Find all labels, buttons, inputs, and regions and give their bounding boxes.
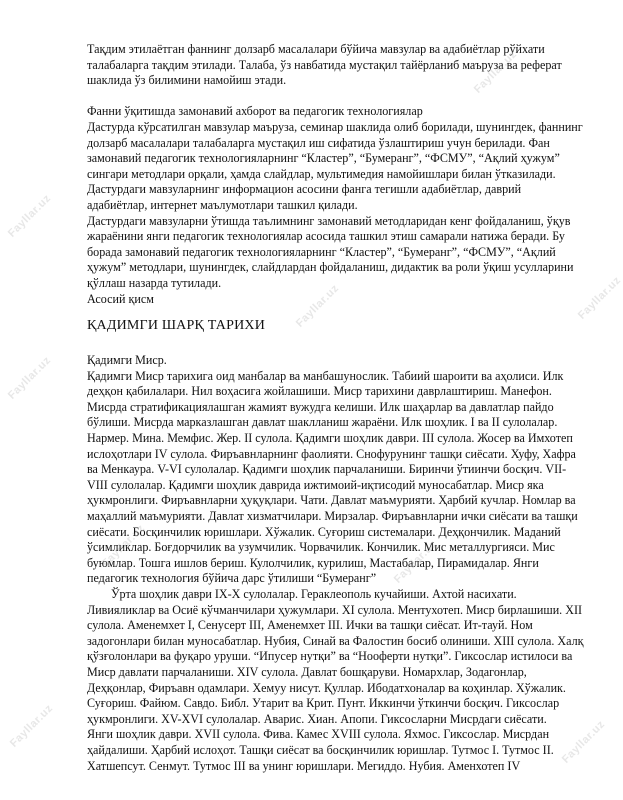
watermark: Fayllar.uz (5, 192, 54, 240)
egypt-paragraph-1: Қадимги Миср тарихига оид манбалар ва манбашунослик. Табиий шароити ва аҳолиси. Илк деҳқон қабилалари. Нил воҳасига жойлашиши. Миср тарихини даврлаштириш. Манефон. Мисрда стратификациялашган жамият вужудга келиши. Илк шаҳарлар ва давлатлар пайдо бўлиши. Мисрда марказлашган давлат шаклланиш жараёни. Илк шоҳлик. I ва II сулолалар. Нармер. Мина. Мемфис. Жер. II сулола. Қадимги шоҳлик даври. III сулола. Жосер ва Имхотеп ислоҳотлари IV сулола. Фиръавнларнинг фаолияти. Снофурунинг ташқи сиёсати. Хуфу, Хафра ва Менкаура. V-VI сулолалар. Қадимги шоҳлик парчаланиши. Биринчи ўтиинчи босқич. VII-VIII сулолалар. Қадимги шоҳлик даврида ижтимоий-иқтисодий муносабатлар. Миср яка ҳукмронлиги. Фиръавнларни ҳуқуқлари. Чати. Давлат маъмурияти. Ҳарбий кучлар. Номлар ва маҳаллий маъмурияти. Давлат хизматчилари. Мирзалар. Фиръавнларни ички сиёсати ва ташқи сиёсати. Босқинчилик юришлари. Хўжалик. Суғориш системалари. Деҳқончилик. Маданий ўсимликлар. Боғдорчилик ва узумчилик. Чорвачилик. Кончилик. Мис металлургияси. Мис буюмлар. Тошга ишлов бериш. Кулолчилик, курилиш, Мастабалар, Пирамидалар. Янги педагогик технология бўйича дарс ўтилиши “Бумеранг” (87, 368, 578, 586)
egypt-heading: Қадимги Миср. (87, 353, 167, 368)
egypt-paragraph-2: Ўрта шоҳлик даври IX-X сулолалар. Гераклеополь кучайиши. Ахтой насихати. Ливияликлар ва Осиё кўчманчилари ҳужумлари. XI сулола. Ментухотеп. Миср бирлашиши. XII сулола. Аменемхет I, Сенусерт III, Аменемхет III. Ички ва ташқи сиёсат. Ит-тауй. Ном задогонлари билан муносабатлар. Нубия, Синай ва Фалостин босиб олиниши. XIII сулола. Халқ қўзғолонлари ва фуқаро уруши. “Ипусер нутқи” ва “Нооферти нутқи”. Гиксослар истилоси ва Миср давлати парчаланиши. XIV сулола. Давлат бошқаруви. Номархлар, Зодагонлар, Деҳқонлар, Фиръавн одамлари. Хемуу нисут. Қуллар. Ибодатхоналар ва коҳинлар. Хўжалик. Суғориш. Файюм. Савдо. Библ. Утарит ва Крит. Пунт. Иккинчи ўткинчи босқич. Гиксослар ҳукмронлиги. XV-XVI сулолалар. Аварис. Хиан. Апопи. Гиксосларни Мисрдаги сиёсати. (87, 587, 584, 726)
watermark: Fayllar.uz (559, 718, 608, 766)
watermark: Fayllar.uz (5, 354, 54, 402)
tech-heading: Фанни ўқитишда замонавий ахборот ва педагогик технологиялар (87, 104, 423, 119)
watermark: Fayllar.uz (7, 702, 56, 750)
tech-paragraph-3: Дастурдаги мавзуларни ўтишда таълимнинг замонавий методларидан кенг фойдаланиш, ўқув жараёнини янги педагогик технологиялар асосида ташкил этиш самарали натижа беради. Бу борада замонавий педагогик технологияларнинг “Кластер”, “Бумеранг”, “ФСМУ”, “Ақлий ҳужум” методлари, шунингдек, слайдлардан фойдаланиш, дидактик ва роли ўқиш усулларини қўллаш назарда тутилади. (87, 213, 574, 290)
tech-paragraph-2: Дастурдаги мавзуларнинг информацион асосини фанга тегишли адабиётлар, даврий адабиётлар, интернет маълумотлари ташкил қилади. (87, 182, 522, 212)
watermark: Fayllar.uz (575, 274, 623, 322)
section-title: ҚАДИМГИ ШАРҚ ТАРИХИ (87, 318, 266, 334)
watermark: Fayllar.uz (391, 538, 440, 586)
watermark: Fayllar.uz (99, 522, 148, 570)
watermark: Fayllar.uz (293, 282, 342, 330)
watermark: Fayllar.uz (471, 48, 520, 96)
intro-paragraph: Тақдим этилаётган фаннинг долзарб масалалари бўйича мавзулар ва адабиётлар рўйхати талабаларга тақдим этилади. Талаба, ўз навбатида мустақил тайёрланиб маъруза ва реферат шаклида ўз билимини намойиш этади. (87, 42, 562, 88)
tech-paragraph-1: Дастурда кўрсатилган мавзулар маъруза, семинар шаклида олиб борилади, шунингдек, фаннинг долзарб масалалари талабаларга мустақил иш сифатида ўзлаштириш учун берилади. Фан замонавий педагогик технологияларнинг “Кластер”, “Бумеранг”, “ФСМУ”, “Ақлий ҳужум” сингари методлари орқали, ҳамда слайдлар, мультимедия намойишлари билан ўтказилади. (87, 119, 583, 181)
egypt-paragraph-3: Янги шоҳлик даври. XVII сулола. Фива. Камес XVIII сулола. Яхмос. Гиксослар. Мисрдан ҳайдалиши. Ҳарбий ислоҳот. Ташқи сиёсат ва босқинчилик юришлар. Тутмос I. Тутмос II. Хатшепсут. Сенмут. Тутмос III ва унинг юришлари. Мегиддо. Нубия. Аменхотеп IV (87, 727, 554, 773)
main-part-label: Асосий қисм (87, 291, 154, 306)
